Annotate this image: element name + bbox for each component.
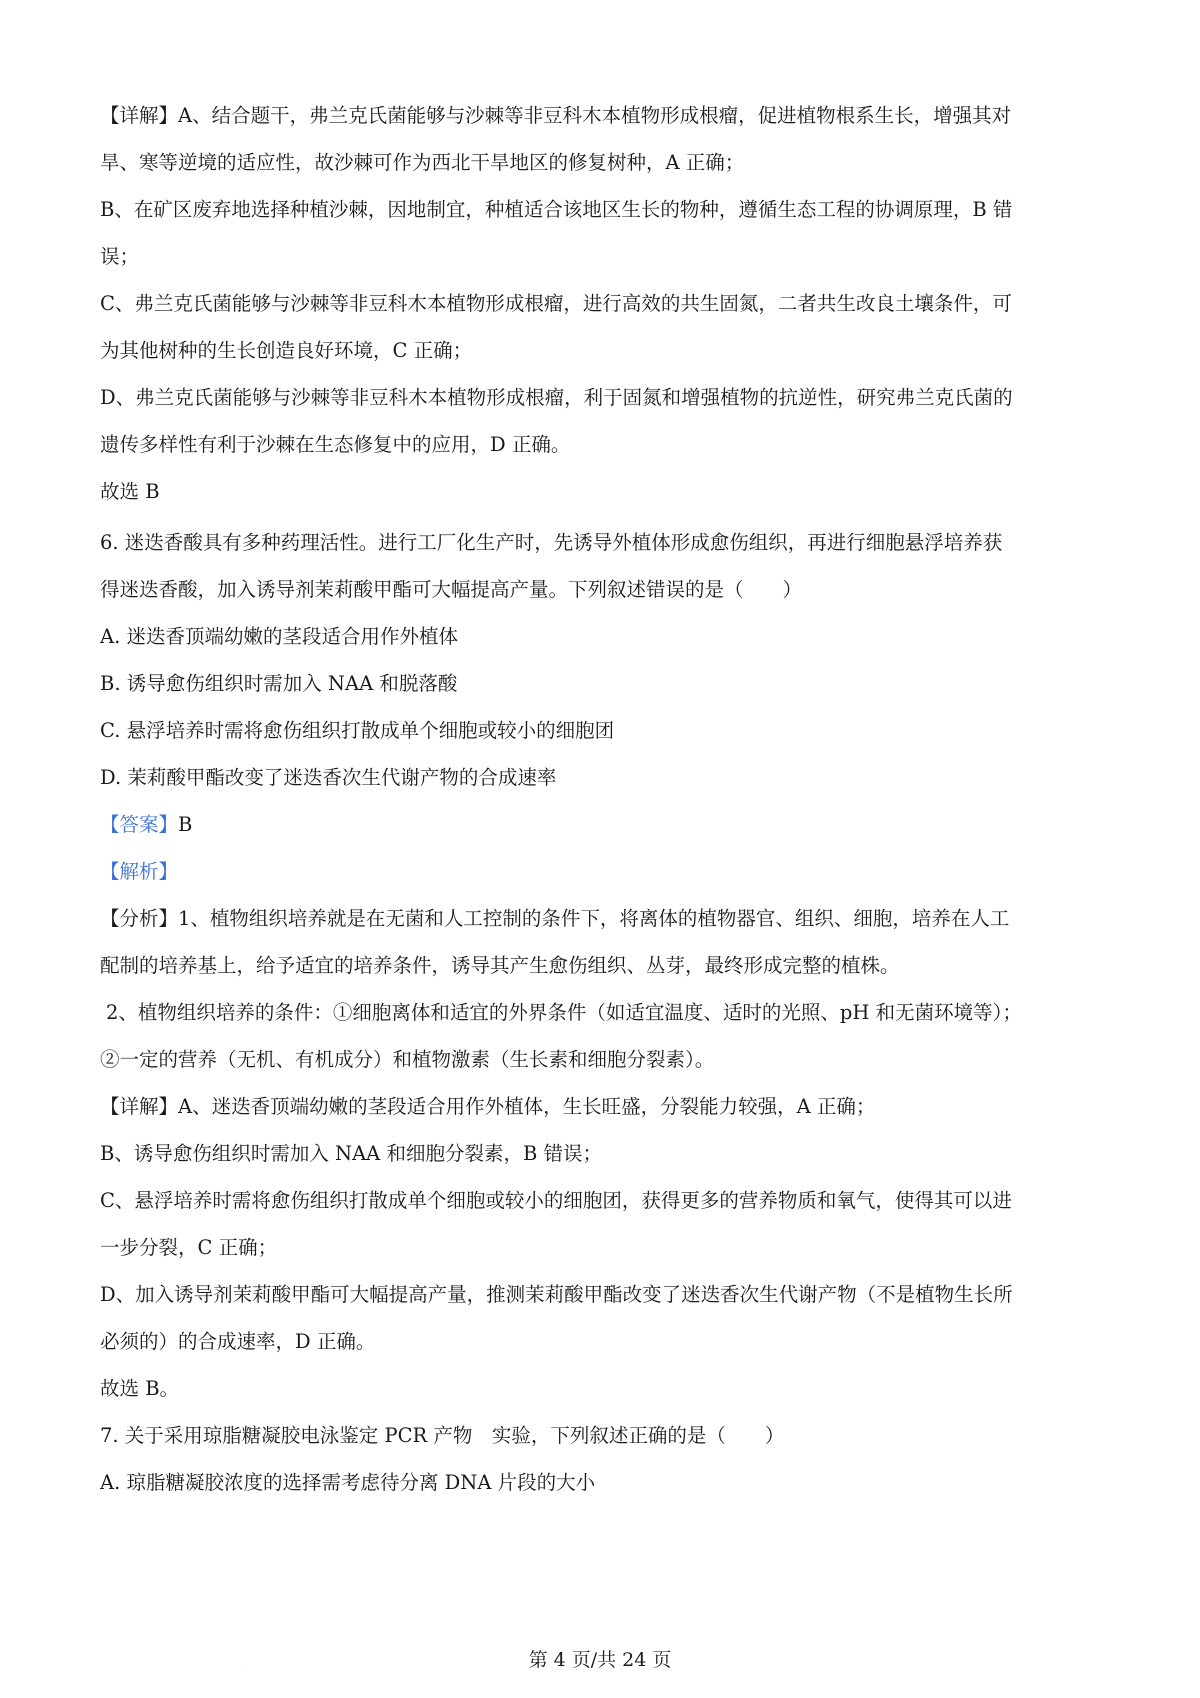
document-page: [100, 92, 1102, 1506]
analysis-heading: [100, 848, 1102, 895]
option-d: D. 茉莉酸甲酯改变了迷迭香次生代谢产物的合成速率: [100, 766, 557, 789]
answer-value: B: [178, 813, 193, 836]
analysis-line: 配制的培养基上，给予适宜的培养条件，诱导其产生愈伤组织、丛芽，最终形成完整的植株。: [100, 954, 900, 977]
conclusion-line: 故选 B: [100, 480, 160, 503]
analysis-tag: 【解析】: [100, 860, 179, 883]
detail-line: C、悬浮培养时需将愈伤组织打散成单个细胞或较小的细胞团，获得更多的营养物质和氧气，使得其可以进: [100, 1189, 1012, 1212]
answer-line: [100, 801, 1102, 848]
page-footer: 第 4 页/共 24 页: [528, 1649, 672, 1671]
detail-line: D、弗兰克氏菌能够与沙棘等非豆科木本植物形成根瘤，利于固氮和增强植物的抗逆性，研究弗兰克氏菌的: [100, 386, 1013, 409]
detail-line: 一步分裂，C 正确；: [100, 1236, 278, 1259]
detail-line: B、在矿区废弃地选择种植沙棘，因地制宜，种植适合该地区生长的物种，遵循生态工程的协调原理，B 错: [100, 198, 1013, 221]
analysis-line: 【分析】1、植物组织培养就是在无菌和人工控制的条件下，将离体的植物器官、组织、细胞，培养在人工: [100, 907, 1010, 930]
question-stem: 6. 迷迭香酸具有多种药理活性。进行工厂化生产时，先诱导外植体形成愈伤组织，再进行细胞悬浮培养获: [100, 531, 1003, 554]
detail-line: 为其他树种的生长创造良好环境，C 正确；: [100, 339, 473, 362]
analysis-line: 2、植物组织培养的条件：①细胞离体和适宜的外界条件（如适宜温度、适时的光照、pH 和无菌环境等）；: [106, 1001, 1022, 1024]
detail-line: 必须的）的合成速率，D 正确。: [100, 1330, 376, 1353]
detail-line: D、加入诱导剂茉莉酸甲酯可大幅提高产量，推测茉莉酸甲酯改变了迷迭香次生代谢产物（不是植物生长所: [100, 1283, 1013, 1306]
detail-line: 旱、寒等逆境的适应性，故沙棘可作为西北干旱地区的修复树种，A 正确；: [100, 151, 745, 174]
detail-line: 遗传多样性有利于沙棘在生态修复中的应用，D 正确。: [100, 433, 571, 456]
detail-line: 误；: [100, 245, 140, 268]
option-c: C. 悬浮培养时需将愈伤组织打散成单个细胞或较小的细胞团: [100, 719, 615, 742]
question-stem: 得迷迭香酸，加入诱导剂茉莉酸甲酯可大幅提高产量。下列叙述错误的是（ ）: [100, 578, 803, 601]
detail-line: 【详解】A、迷迭香顶端幼嫩的茎段适合用作外植体，生长旺盛，分裂能力较强，A 正确；: [100, 1095, 876, 1118]
option-a: A. 迷迭香顶端幼嫩的茎段适合用作外植体: [100, 625, 458, 648]
question-stem: 7. 关于采用琼脂糖凝胶电泳鉴定 PCR 产物 实验，下列叙述正确的是（ ）: [100, 1424, 785, 1447]
analysis-line: ②一定的营养（无机、有机成分）和植物激素（生长素和细胞分裂素）。: [100, 1048, 715, 1071]
option-a: A. 琼脂糖凝胶浓度的选择需考虑待分离 DNA 片段的大小: [100, 1471, 596, 1494]
option-b: B. 诱导愈伤组织时需加入 NAA 和脱落酸: [100, 672, 458, 695]
detail-line: 【详解】A、结合题干，弗兰克氏菌能够与沙棘等非豆科木本植物形成根瘤，促进植物根系生长，增强其对: [100, 104, 1012, 127]
conclusion-line: 故选 B。: [100, 1377, 180, 1400]
detail-line: B、诱导愈伤组织时需加入 NAA 和细胞分裂素，B 错误；: [100, 1142, 602, 1165]
scan-speck: ·: [241, 1666, 243, 1673]
detail-line: C、弗兰克氏菌能够与沙棘等非豆科木本植物形成根瘤，进行高效的共生固氮，二者共生改良土壤条件，可: [100, 292, 1012, 315]
answer-tag: 【答案】: [100, 813, 179, 836]
